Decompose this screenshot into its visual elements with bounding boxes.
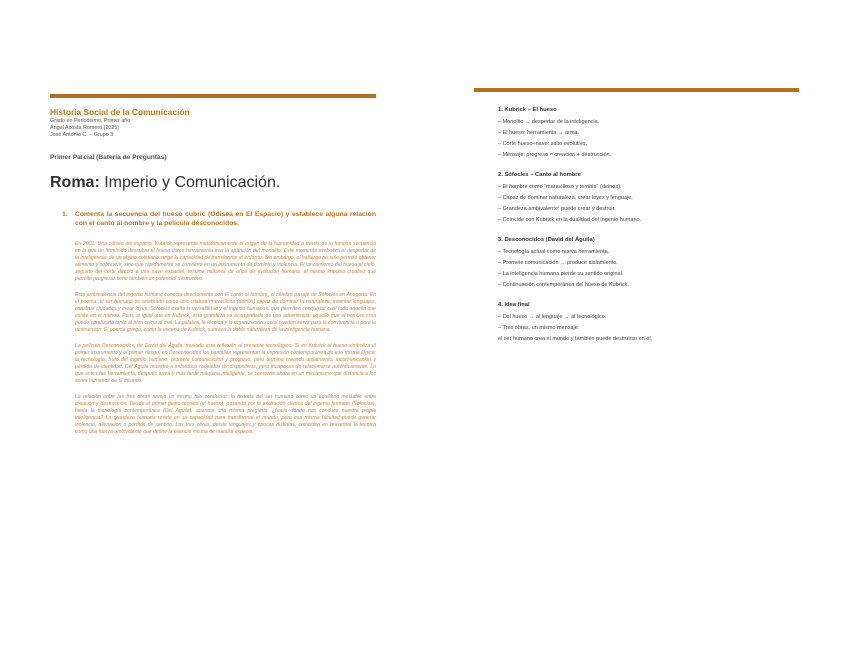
outline-section-title: 3. Desconocidos (David del Águila) bbox=[498, 237, 595, 243]
right-header-rule bbox=[474, 88, 799, 92]
left-header-rule bbox=[50, 94, 376, 98]
outline-summary bbox=[498, 106, 798, 355]
outline-item: – Tecnología actual como nueva herramienta. bbox=[498, 249, 610, 255]
outline-section bbox=[498, 171, 798, 226]
document-meta-line: Ángel Acosta Romero (2025) bbox=[50, 125, 120, 132]
outline-item: – Capaz de dominar naturaleza, crear leyes y lenguaje. bbox=[498, 195, 633, 201]
outline-section bbox=[498, 236, 798, 291]
outline-item: – Promete comunicación → produce aislamiento. bbox=[498, 260, 618, 266]
document-title: Historia Social de la Comunicación bbox=[50, 107, 190, 117]
outline-item: – El hueso: herramienta → arma. bbox=[498, 130, 580, 136]
outline-item: – Continuación contemporánea del hueso de Kubrick. bbox=[498, 282, 629, 288]
outline-item: – El hombre como "maravilloso y terrible" (deinós). bbox=[498, 184, 622, 190]
answer-paragraph: La película Desconocidos, de David del Águila, traslada esta reflexión al presente tecnológico. Si en Kubrick el hueso simboliza el primer instrumento y el primer riesgo, en Desconocidos los pantallas representan la expresión contemporánea de esa misma lógica: la tecnología, fruto del ingenio humano, promete comunicación y progreso, pero termina creando aislamiento, incomunicación y pérdida de identidad. Del Águila muestra a individuos rodeados de dispositivos, pero incapaces de relacionarse auténticamente. Lo que antes fue herramienta, después arma y más tarde máquina inteligente, se convierte ahora en un mecanismo que distancia a los seres humanos de sí mismos. bbox=[75, 343, 376, 385]
answer-paragraph: Esta ambivalencia del ingenio humano conecta directamente con El canto al hombre, el célebre pasaje de Sófocles en Antígona. En el poema, el ser humano es celebrado como una criatura maravillosa (deinós) capaz de dominar la naturaleza, inventar lenguajes, construir ciudades y crear leyes. Sófocles exalta la versatilidad y el ingenio humanos, que permiten conquistar casi todo aquello que existe en el mundo. Pero, al igual que en Kubrick, esta grandeza va acompañada de una advertencia: aquello que el hombre crea puede conducirlo tanto al bien como al mal. La palabra, la técnica y la organización social pueden servir para la convivencia o para la destrucción. El poema griego, como la escena de Kubrick, subraya la doble naturaleza de la inteligencia humana. bbox=[75, 292, 376, 334]
outline-section-title: 1. Kubrick – El hueso bbox=[498, 107, 557, 113]
document-meta-line: José Antonio C. – Grupo 3 bbox=[50, 132, 114, 139]
outline-section bbox=[498, 301, 798, 345]
outline-item: – Mensaje: progreso = creación + destrucción. bbox=[498, 152, 612, 158]
main-title-bold: Roma: bbox=[50, 174, 100, 191]
outline-item: – Monolito → despertar de la inteligencia. bbox=[498, 119, 600, 125]
outline-section-title: 4. Idea final bbox=[498, 302, 530, 308]
answer-paragraph: La relación entre las tres obras revela un mismo hilo conductor: la historia del ser humano como un equilibrio inestable entre creación y destrucción. Desde el primer gesto técnico (el hueso), pasando por la exaltación clásica del ingenio humano (Sófocles), hasta la tecnología contemporánea (Del Águila), aparece una misma pregunta: ¿hacia dónde nos conduce nuestra propia inteligencia? La grandeza humana reside en su capacidad para transformar el mundo, pero esa misma facultad puede generar violencia, alienación o pérdida de sentido. Las tres obras, desde lenguajes y épocas distintas, coinciden en presentar la técnica como una fuerza ambivalente que define la esencia misma de nuestra especie. bbox=[75, 394, 376, 436]
document-header bbox=[50, 107, 376, 140]
outline-item: – Grandeza ambivalente: puede crear y destruir. bbox=[498, 206, 616, 212]
answer-paragraph: En 2001. Una odisea del espacio, Kubrick representa metafóricamente el origen de la humanidad a través de la famosa secuencia en la que un homínido descubre el hueso como herramienta tras la aparición del monolito. Este momento simboliza el despertar de la inteligencia: de un objeto cotidiano surge la capacidad de transformar el entorno. Sin embargo, el hallazgo no solo permite obtener alimento y sobrevivir, sino que rápidamente se convierte en un instrumento de dominio y violencia. El lanzamiento del hueso al cielo, seguido del corte directo a una nave espacial, resume millones de años de evolución humana: el mismo impulso creativo que permite progresar tiene también un potencial destructivo. bbox=[75, 241, 376, 283]
outline-item: – Coincide con Kubrick en la dualidad del ingenio humano. bbox=[498, 217, 642, 223]
answer-body bbox=[75, 241, 376, 445]
exam-subtitle: Primer Parcial (Batería de Preguntas) bbox=[50, 154, 167, 161]
outline-item: – La inteligencia humana pierde su sentido original. bbox=[498, 271, 624, 277]
outline-item: – Del hueso → al lenguaje → al tecnológico. bbox=[498, 314, 607, 320]
question-1 bbox=[62, 211, 376, 228]
outline-section-title: 2. Sófocles – Canto al hombre bbox=[498, 172, 581, 178]
outline-item: – Tres obras, un mismo mensaje: bbox=[498, 325, 580, 331]
outline-section bbox=[498, 106, 798, 161]
main-title-rest: Imperio y Comunicación. bbox=[99, 174, 281, 191]
outline-item: el ser humano crea el mundo y también puede destruirse en él. bbox=[498, 336, 653, 342]
main-title bbox=[50, 174, 280, 192]
question-text: Comenta la secuencia del hueso cubric (Odisea en El Espacio) y establece alguna relación con el canto al hombre y la película desconocidos. bbox=[75, 211, 376, 227]
document-meta-line: Grado en Periodismo, Primer año bbox=[50, 118, 131, 124]
right-page bbox=[424, 0, 848, 655]
question-number: 1. bbox=[62, 211, 68, 218]
outline-item: – Corte hueso–nave: salto evolutivo. bbox=[498, 141, 587, 147]
